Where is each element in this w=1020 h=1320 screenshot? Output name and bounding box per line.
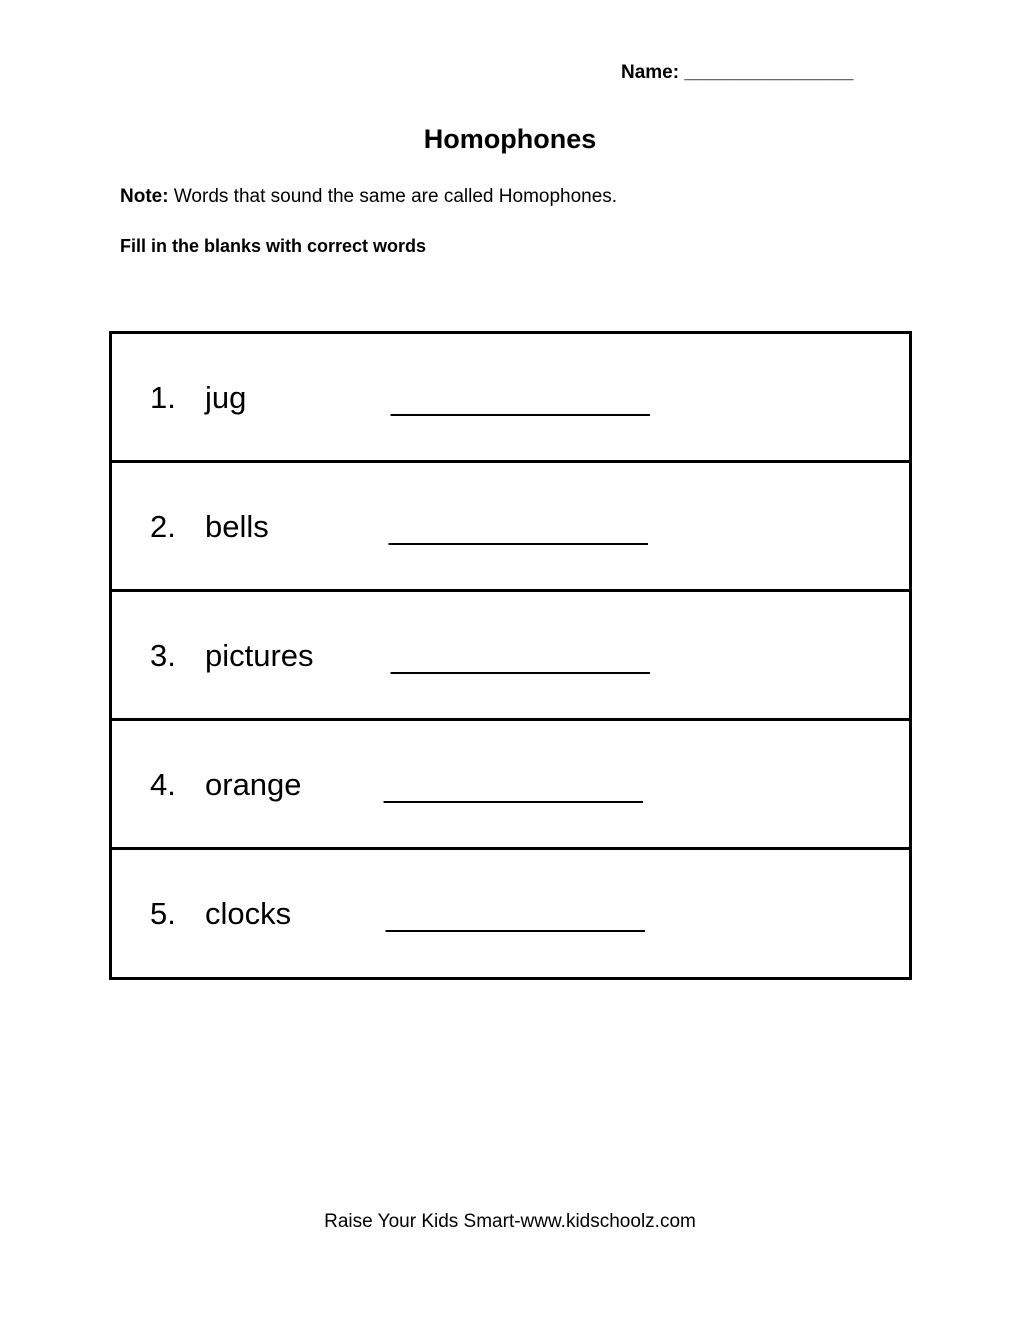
answer-blank[interactable]: _______________ [389, 511, 648, 546]
note-label: Note: [120, 186, 169, 207]
table-row [112, 721, 909, 850]
item-number: 1. [150, 380, 176, 415]
name-field-label: Name: ________________ [621, 62, 854, 83]
instruction-text: Fill in the blanks with correct words [120, 236, 427, 256]
answer-blank[interactable]: _______________ [384, 769, 643, 804]
note-text [120, 186, 617, 208]
answer-blank[interactable]: _______________ [391, 382, 650, 417]
item-word: orange [205, 767, 302, 802]
item-word: clocks [205, 896, 292, 931]
page-title: Homophones [423, 124, 597, 154]
footer-credit: Raise Your Kids Smart-www.kidschoolz.com [324, 1211, 696, 1232]
table-row [112, 850, 909, 977]
item-word: jug [205, 380, 247, 415]
table-row [112, 334, 909, 463]
answer-blank[interactable]: _______________ [386, 898, 645, 933]
item-number: 2. [150, 509, 176, 544]
table-row [112, 592, 909, 721]
note-body: Words that sound the same are called Homophones. [168, 186, 618, 207]
item-number: 5. [150, 896, 176, 931]
answer-blank[interactable]: _______________ [391, 640, 650, 675]
homophone-table [109, 331, 912, 980]
item-number: 3. [150, 638, 176, 673]
item-word: bells [205, 509, 269, 544]
item-number: 4. [150, 767, 176, 802]
table-row [112, 463, 909, 592]
item-word: pictures [205, 638, 314, 673]
